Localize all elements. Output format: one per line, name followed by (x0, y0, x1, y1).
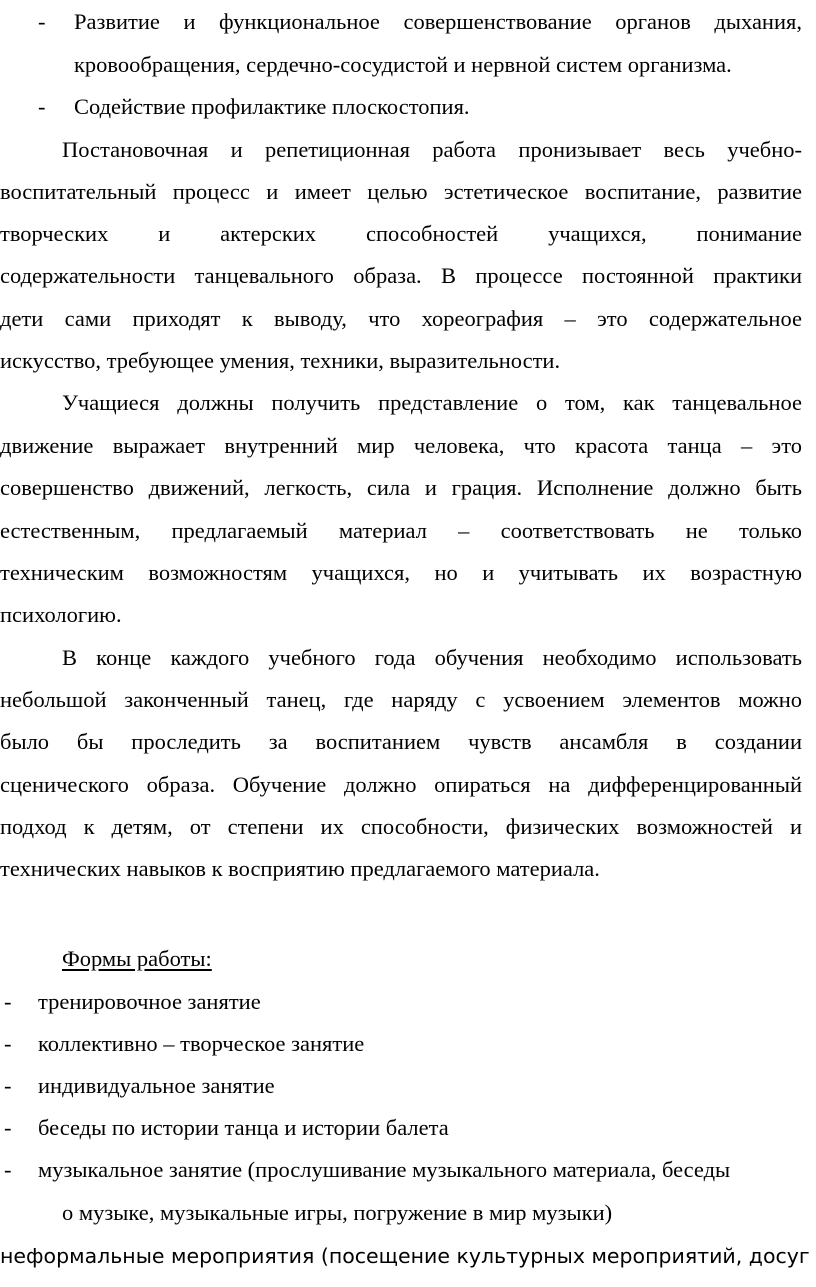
bullet-marker: - (38, 9, 46, 34)
paragraph-line: Постановочная и репетиционная работа пронизывает весь учебно- (62, 137, 802, 162)
list-item: тренировочное занятие (38, 989, 261, 1014)
paragraph-line: воспитательный процесс и имеет целью эстетическое воспитание, развитие (0, 179, 802, 204)
bullet-text-line: кровообращения, сердечно-сосудистой и нервной систем организма. (74, 52, 732, 77)
paragraph-line: психологию. (0, 602, 122, 627)
paragraph-line: естественным, предлагаемый материал – соответствовать не только (0, 518, 802, 543)
section-heading: Формы работы: (62, 946, 212, 971)
list-item: музыкальное занятие (прослушивание музыкального материала, беседы (38, 1157, 731, 1182)
list-marker: - (4, 989, 12, 1014)
list-item: о музыке, музыкальные игры, погружение в мир музыки) (62, 1200, 613, 1225)
paragraph-line: подход к детям, от степени их способности, физических возможностей и (0, 814, 802, 839)
paragraph-line: было бы проследить за воспитанием чувств ансамбля в создании (0, 729, 802, 754)
list-marker: - (4, 1115, 12, 1140)
paragraph-line: совершенство движений, легкость, сила и грация. Исполнение должно быть (0, 475, 802, 500)
list-marker: - (4, 1031, 12, 1056)
paragraph-line: Учащиеся должны получить представление о том, как танцевальное (62, 390, 802, 415)
paragraph-line: творческих и актерских способностей учащихся, понимание (0, 221, 802, 246)
paragraph-line: искусство, требующее умения, техники, выразительности. (0, 348, 561, 373)
paragraph-line: сценического образа. Обучение должно опираться на дифференцированный (0, 772, 802, 797)
bullet-marker: - (38, 94, 46, 119)
bullet-text-line: Содействие профилактике плоскостопия. (74, 94, 470, 119)
trailing-line: неформальные мероприятия (посещение культурных мероприятий, досуг (0, 1244, 810, 1268)
list-item: индивидуальное занятие (38, 1073, 275, 1098)
list-marker: - (4, 1073, 12, 1098)
paragraph-line: движение выражает внутренний мир человека, что красота танца – это (0, 433, 802, 458)
paragraph-line: технических навыков к восприятию предлагаемого материала. (0, 856, 600, 881)
list-item: коллективно – творческое занятие (38, 1031, 365, 1056)
paragraph-line: небольшой законченный танец, где наряду с усвоением элементов можно (0, 687, 802, 712)
bullet-text-line: Развитие и функциональное совершенствование органов дыхания, (74, 9, 802, 34)
paragraph-line: В конце каждого учебного года обучения необходимо использовать (62, 645, 802, 670)
list-item: беседы по истории танца и истории балета (38, 1115, 449, 1140)
paragraph-line: дети сами приходят к выводу, что хореография – это содержательное (0, 306, 802, 331)
paragraph-line: содержательности танцевального образа. В процессе постоянной практики (0, 263, 802, 288)
paragraph-line: техническим возможностям учащихся, но и учитывать их возрастную (0, 560, 802, 585)
list-marker: - (4, 1157, 12, 1182)
